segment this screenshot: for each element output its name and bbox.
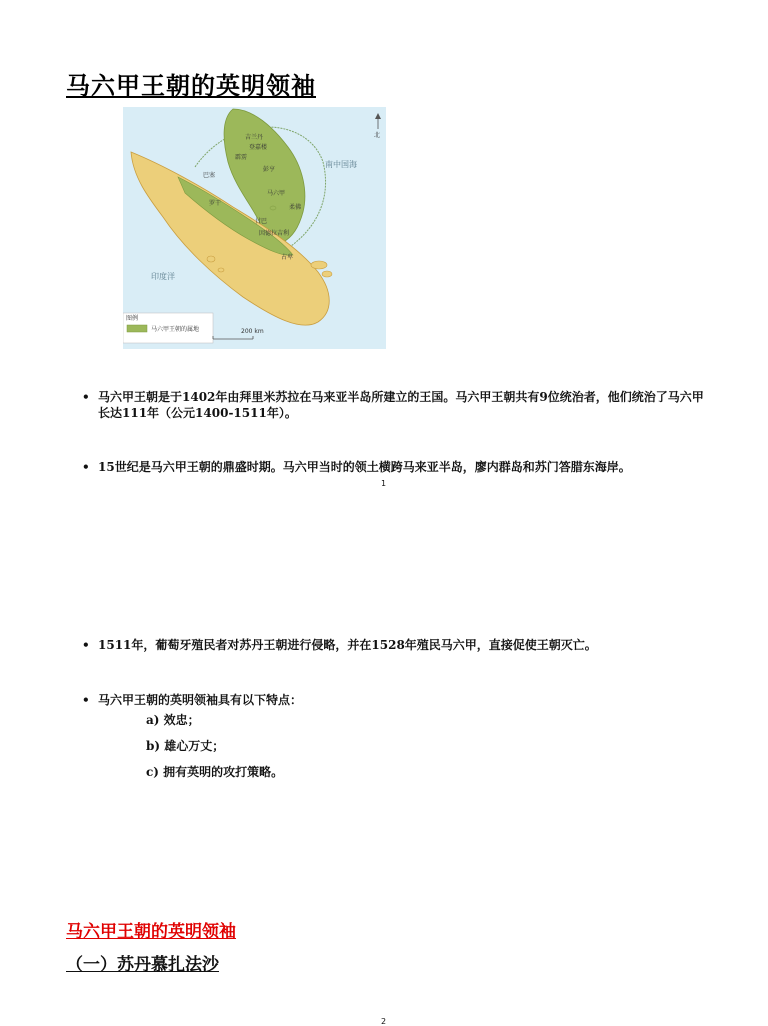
place-label: 马六甲 [267, 190, 286, 197]
sea-label-west: 印度洋 [151, 272, 175, 281]
bullet-item: • 马六甲王朝是于1402年由拜里米苏拉在马来亚半岛所建立的王国。马六甲王朝共有9位统治者，他们统治了马六甲长达111年（公元1400-1511年）。 [82, 389, 712, 421]
trait-item: a) 效忠； [146, 713, 200, 727]
bullet-item [82, 692, 712, 780]
sea-label-east: 南中国海 [325, 160, 357, 169]
subsection-title: （一）苏丹慕扎法沙 [66, 955, 219, 975]
compass-label: 北 [374, 132, 381, 139]
place-label: 霹雳 [235, 154, 248, 161]
bullet-item: • 1511年，葡萄牙殖民者对苏丹王朝进行侵略，并在1528年殖民马六甲，直接促使王朝灭亡。 [82, 637, 712, 653]
page-title: 马六甲王朝的英明领袖 [66, 71, 316, 100]
bullet-list-2 [82, 459, 712, 475]
bullet-list-1 [82, 389, 712, 421]
traits-list [146, 712, 712, 780]
place-label: 巴塞 [203, 172, 216, 179]
place-label: 占卑 [281, 254, 294, 261]
page-number-2: 2 [381, 1017, 387, 1026]
bullet-text: 马六甲王朝的英明领袖具有以下特点： [98, 693, 303, 707]
place-label: 彭亨 [263, 166, 276, 173]
malacca-map [123, 107, 386, 349]
bullet-list-3 [82, 637, 712, 653]
place-label: 柔佛 [289, 204, 302, 211]
place-label: 甘巴 [255, 218, 268, 225]
legend-header: 图例 [126, 315, 139, 322]
page-number: 1 [381, 479, 387, 488]
map-graphic [123, 107, 386, 349]
place-label: 罗干 [209, 200, 222, 207]
place-label: 因德拉吉利 [259, 230, 290, 237]
trait-item: c) 拥有英明的攻打策略。 [146, 765, 284, 779]
scale-label: 200 km [241, 328, 264, 335]
section-title: 马六甲王朝的英明领袖 [66, 922, 236, 942]
bullet-list-4 [82, 692, 712, 790]
legend-label: 马六甲王朝的属地 [151, 326, 200, 333]
place-label: 登嘉楼 [249, 144, 268, 151]
bullet-item: • 15世纪是马六甲王朝的鼎盛时期。马六甲当时的领土横跨马来亚半岛，廖内群岛和苏门答腊东海岸。 [82, 459, 712, 475]
trait-item: b) 雄心万丈； [146, 739, 225, 753]
place-label: 吉兰丹 [245, 134, 264, 141]
